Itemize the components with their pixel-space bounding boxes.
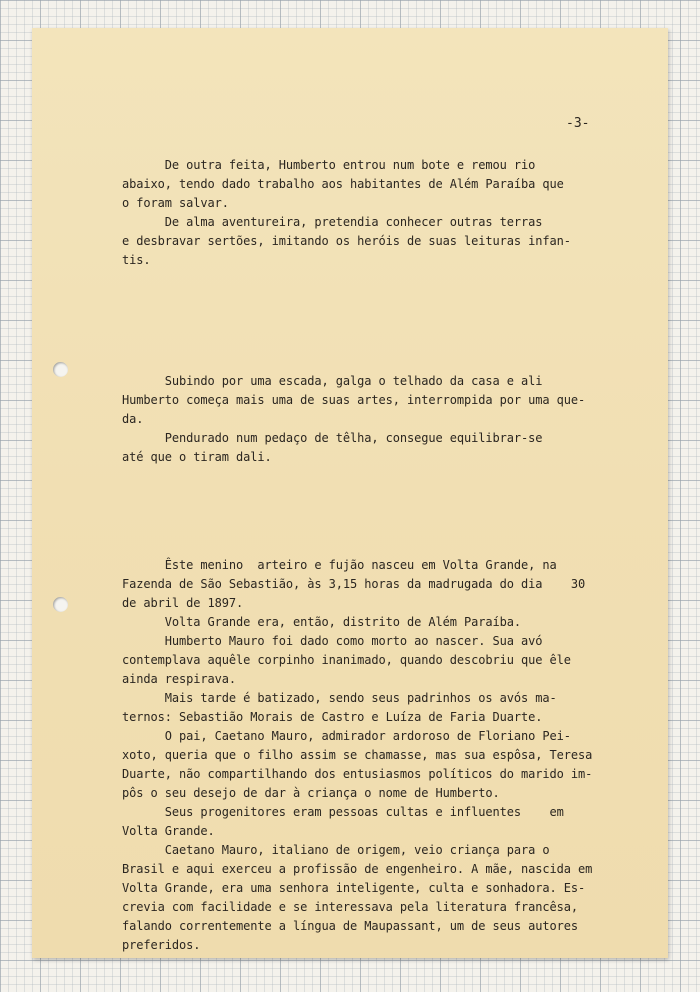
- text-line: Brasil e aqui exerceu a profissão de engenheiro. A mãe, nascida em: [122, 862, 593, 876]
- text-line: falando correntemente a língua de Maupassant, um de seus autores: [122, 919, 578, 933]
- paragraph-block-2: [122, 353, 602, 486]
- text-line: contemplava aquêle corpinho inanimado, quando descobriu que êle: [122, 653, 571, 667]
- text-line: da.: [122, 412, 144, 426]
- text-line: Êste menino arteiro e fujão nasceu em Volta Grande, na: [122, 558, 557, 572]
- text-line: xoto, queria que o filho assim se chamasse, mas sua espôsa, Teresa: [122, 748, 593, 762]
- text-line: Volta Grande.: [122, 824, 215, 838]
- paragraph-block-3: [122, 537, 602, 974]
- text-line: O pai, Caetano Mauro, admirador ardoroso de Floriano Pei-: [122, 729, 571, 743]
- text-line: Caetano Mauro, italiano de origem, veio criança para o: [122, 843, 550, 857]
- text-line: De outra feita, Humberto entrou num bote e remou rio: [122, 158, 536, 172]
- text-line: De alma aventureira, pretendia conhecer outras terras: [122, 215, 543, 229]
- text-line: Humberto começa mais uma de suas artes, interrompida por uma que-: [122, 393, 586, 407]
- page-number: -3-: [566, 116, 590, 131]
- text-line: preferidos.: [122, 938, 201, 952]
- text-line: Pendurado num pedaço de têlha, consegue equilibrar-se: [122, 431, 543, 445]
- punch-hole: [53, 362, 68, 377]
- text-line: Fazenda de São Sebastião, às 3,15 horas da madrugada do dia 30: [122, 577, 586, 591]
- text-line: pôs o seu desejo de dar à criança o nome de Humberto.: [122, 786, 500, 800]
- text-line: de abril de 1897.: [122, 596, 244, 610]
- text-line: crevia com facilidade e se interessava pela literatura francêsa,: [122, 900, 578, 914]
- text-line: ternos: Sebastião Morais de Castro e Luíza de Faria Duarte.: [122, 710, 543, 724]
- punch-hole: [53, 597, 68, 612]
- text-line: e desbravar sertões, imitando os heróis de suas leituras infan-: [122, 234, 571, 248]
- text-line: tis.: [122, 253, 151, 267]
- text-line: Humberto Mauro foi dado como morto ao nascer. Sua avó: [122, 634, 543, 648]
- text-line: Volta Grande, era uma senhora inteligente, culta e sonhadora. Es-: [122, 881, 586, 895]
- text-line: Subindo por uma escada, galga o telhado da casa e ali: [122, 374, 543, 388]
- text-line: Mais tarde é batizado, sendo seus padrinhos os avós ma-: [122, 691, 557, 705]
- text-line: Duarte, não compartilhando dos entusiasmos políticos do marido im-: [122, 767, 593, 781]
- text-line: abaixo, tendo dado trabalho aos habitantes de Além Paraíba que: [122, 177, 564, 191]
- text-line: Volta Grande era, então, distrito de Além Paraíba.: [122, 615, 521, 629]
- paragraph-block-1: [122, 137, 602, 289]
- text-line: Seus progenitores eram pessoas cultas e influentes em: [122, 805, 564, 819]
- text-line: até que o tiram dali.: [122, 450, 272, 464]
- text-line: ainda respirava.: [122, 672, 236, 686]
- text-line: o foram salvar.: [122, 196, 229, 210]
